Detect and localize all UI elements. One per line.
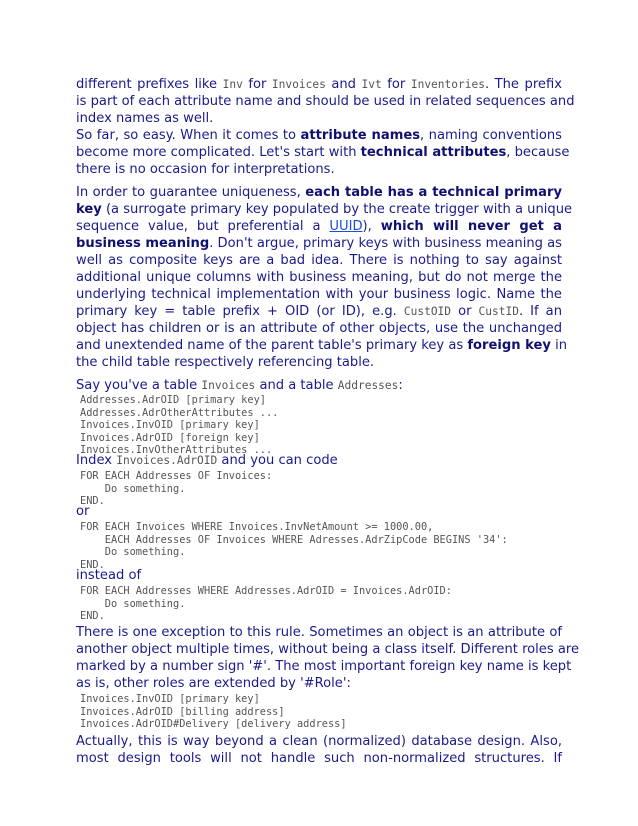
inline-code: Invoices.AdrOID xyxy=(116,454,218,467)
code-line: Invoices.InvOID [primary key] xyxy=(80,419,260,431)
text-line xyxy=(76,218,562,235)
text-span: Say you've a table xyxy=(76,378,202,393)
text-line: is part of each attribute name and should be used in related sequences and xyxy=(76,94,575,109)
text-line: as is, other roles are extended by '#Role': xyxy=(76,676,351,691)
bold-term: key xyxy=(76,202,102,217)
text-line: another object multiple times, without being a class itself. Different roles are xyxy=(76,642,580,657)
code-line: FOR EACH Invoices WHERE Invoices.InvNetAmount >= 1000.00, xyxy=(80,521,434,533)
code-block xyxy=(80,693,347,731)
inline-code: Invoices xyxy=(201,379,256,392)
bold-term: attribute names xyxy=(300,128,421,143)
text-span: : xyxy=(398,378,403,393)
text-span: and a table xyxy=(255,378,338,393)
text-span: and you can code xyxy=(217,453,338,468)
text-line: there is no occasion for interpretations. xyxy=(76,162,335,177)
text-span: become more complicated. Let's start with xyxy=(76,145,361,160)
code-line: FOR EACH Addresses OF Invoices: xyxy=(80,470,273,482)
text-span: . Don't argue, primary keys with business meaning as xyxy=(209,236,562,251)
text-line xyxy=(76,127,562,144)
text-span: in xyxy=(550,338,568,353)
text-line xyxy=(76,144,570,161)
text-span: So far, so easy. When it comes to xyxy=(76,128,301,143)
bold-term: business meaning xyxy=(76,236,210,251)
text-span: primary key = table prefix + OID (or ID), e.g. xyxy=(76,304,404,319)
inline-code: Ivt xyxy=(361,78,382,91)
code-line: Addresses.AdrOtherAttributes ... xyxy=(80,406,279,419)
text-span: for xyxy=(242,77,272,92)
text-line xyxy=(76,452,562,469)
text-span: sequence value, but preferential a xyxy=(76,219,330,234)
text-line: the child table respectively referencing table. xyxy=(76,355,375,370)
text-line xyxy=(76,303,562,320)
text-span: and unextended name of the parent table's primary key as xyxy=(76,338,468,353)
code-block xyxy=(80,470,272,508)
code-line: Invoices.AdrOID [billing address] xyxy=(80,705,285,718)
text-span: . If an xyxy=(518,304,563,319)
text-line xyxy=(76,76,562,93)
text-span: In order to guarantee uniqueness, xyxy=(76,185,306,200)
text-line: most design tools will not handle such non-normalized structures. If xyxy=(76,751,562,766)
code-line: END. xyxy=(80,495,105,507)
text-line: object has children or is an attribute of other objects, use the unchanged xyxy=(76,321,562,336)
text-line: instead of xyxy=(76,568,142,583)
uuid-link[interactable]: UUID xyxy=(329,219,363,234)
text-span: for xyxy=(381,77,411,92)
inline-code: Inventories xyxy=(410,78,485,91)
text-span: or xyxy=(451,304,479,319)
code-block xyxy=(80,585,452,623)
code-line: FOR EACH Addresses WHERE Addresses.AdrOID = Invoices.AdrOID: xyxy=(80,585,452,597)
code-line: Addresses.AdrOID [primary key] xyxy=(80,394,266,406)
bold-term: foreign key xyxy=(467,338,551,353)
text-line: or xyxy=(76,504,90,519)
text-line: index names as well. xyxy=(76,111,214,126)
code-block xyxy=(80,394,278,457)
code-line: Invoices.InvOID [primary key] xyxy=(80,693,260,705)
code-line: Invoices.InvOtherAttributes ... xyxy=(80,444,273,456)
code-line: Invoices.AdrOID [foreign key] xyxy=(80,431,260,444)
bold-term: each table has a technical primary xyxy=(305,185,562,200)
bold-term: which will never get a xyxy=(380,219,562,234)
text-span: and xyxy=(325,77,362,92)
text-line xyxy=(76,201,573,218)
text-line xyxy=(76,184,562,201)
inline-code: Inv xyxy=(222,78,243,91)
text-line: There is one exception to this rule. Sometimes an object is an attribute of xyxy=(76,625,562,640)
code-line: Do something. xyxy=(80,597,186,610)
inline-code: Addresses xyxy=(337,379,399,392)
inline-code: CustID xyxy=(478,305,519,318)
code-line: Invoices.AdrOID#Delivery [delivery address] xyxy=(80,718,347,730)
text-line: marked by a number sign '#'. The most important foreign key name is kept xyxy=(76,659,572,674)
code-line: EACH Addresses OF Invoices WHERE Adresses.AdrZipCode BEGINS '34': xyxy=(80,533,508,546)
text-line: underlying technical implementation with your business logic. Name the xyxy=(76,287,562,302)
code-line: END. xyxy=(80,558,105,571)
text-line: additional unique columns with business meaning, but do not merge the xyxy=(76,270,562,285)
code-block xyxy=(80,521,508,571)
code-line: Do something. xyxy=(80,482,186,495)
text-span: ), xyxy=(362,219,381,234)
code-line: END. xyxy=(80,610,105,622)
text-span: Index xyxy=(76,453,117,468)
text-span: . The prefix xyxy=(484,77,562,92)
text-span: , because xyxy=(506,145,570,160)
text-line xyxy=(76,235,562,252)
text-line: well as composite keys are a bad idea. There is nothing to say against xyxy=(76,253,562,268)
inline-code: Invoices xyxy=(271,78,326,91)
bold-term: technical attributes xyxy=(360,145,507,160)
text-span: (a surrogate primary key populated by the create trigger with a unique xyxy=(101,202,573,217)
inline-code: CustOID xyxy=(403,305,452,318)
text-span: , naming conventions xyxy=(420,128,563,143)
text-line: Actually, this is way beyond a clean (normalized) database design. Also, xyxy=(76,734,562,749)
text-line xyxy=(76,337,568,354)
text-span: different prefixes like xyxy=(76,77,223,92)
code-line: Do something. xyxy=(80,546,186,558)
text-line xyxy=(76,377,562,394)
